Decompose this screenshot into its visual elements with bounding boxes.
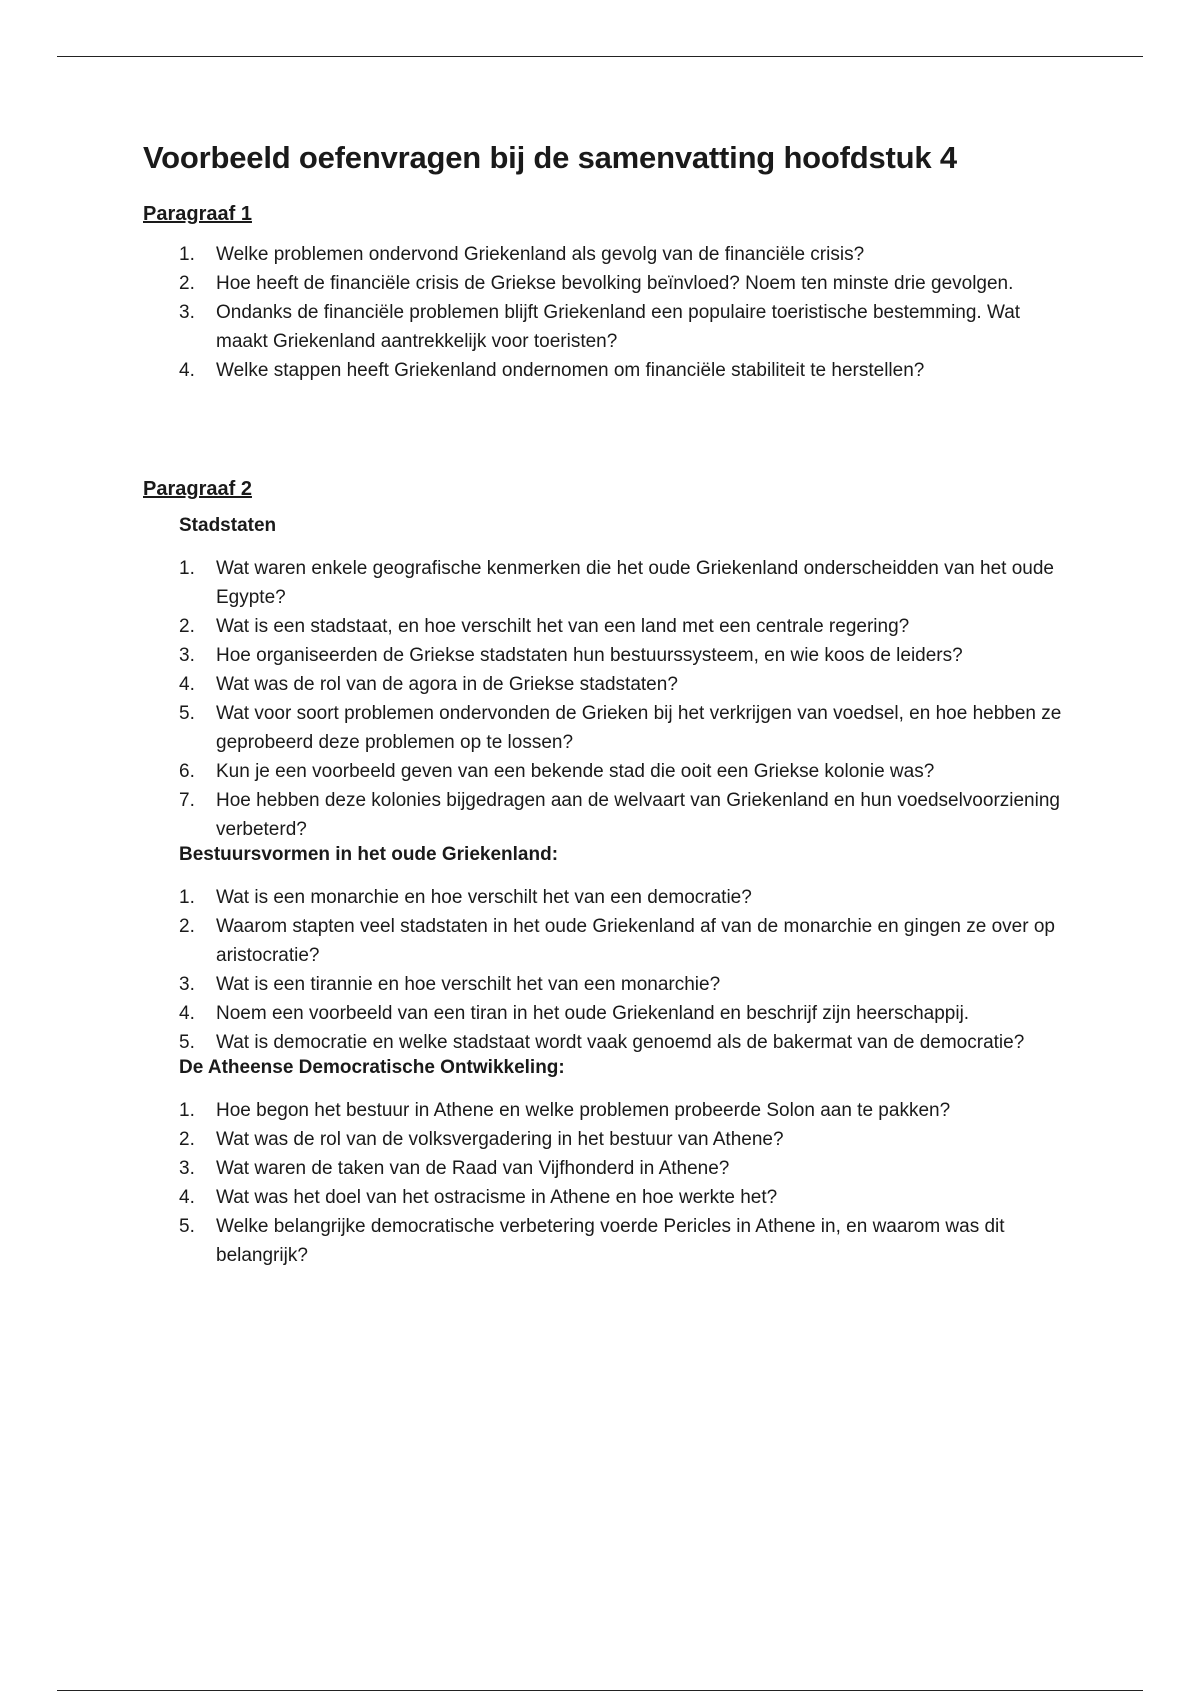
question-number: 2.	[179, 1129, 195, 1150]
question-text: Welke stappen heeft Griekenland ondernomen om financiële stabiliteit te herstellen?	[216, 360, 925, 381]
list-item	[143, 786, 1063, 844]
question-text: Wat was de rol van de agora in de Griekse stadstaten?	[216, 674, 678, 695]
question-text: Hoe hebben deze kolonies bijgedragen aan de welvaart van Griekenland en hun voedselvoorziening verbeterd?	[216, 790, 1060, 840]
question-number: 2.	[179, 616, 195, 637]
document-body	[143, 140, 1063, 1270]
question-number: 2.	[179, 273, 195, 294]
question-text: Wat waren enkele geografische kenmerken die het oude Griekenland onderscheidden van het oude Egypte?	[216, 558, 1054, 608]
list-item	[143, 1212, 1063, 1270]
question-text: Wat voor soort problemen ondervonden de Grieken bij het verkrijgen van voedsel, en hoe hebben ze geprobeerd deze problemen op te lossen?	[216, 703, 1062, 753]
list-item	[143, 970, 1063, 999]
question-number: 1.	[179, 244, 195, 265]
question-text: Wat was het doel van het ostracisme in Athene en hoe werkte het?	[216, 1187, 778, 1208]
list-item	[143, 298, 1063, 356]
list-item	[143, 999, 1063, 1028]
question-text: Wat waren de taken van de Raad van Vijfhonderd in Athene?	[216, 1158, 730, 1179]
question-text: Noem een voorbeeld van een tiran in het oude Griekenland en beschrijf zijn heerschappij.	[216, 1003, 970, 1024]
question-number: 7.	[179, 790, 195, 811]
list-item	[143, 356, 1063, 385]
list-item	[143, 1028, 1063, 1057]
question-number: 1.	[179, 1100, 195, 1121]
question-number: 5.	[179, 703, 195, 724]
list-item	[143, 912, 1063, 970]
question-text: Wat is een tirannie en hoe verschilt het van een monarchie?	[216, 974, 721, 995]
question-number: 5.	[179, 1032, 195, 1053]
bestuursvormen-question-list	[143, 883, 1063, 1057]
list-item	[143, 883, 1063, 912]
question-number: 3.	[179, 645, 195, 666]
question-text: Welke belangrijke democratische verbetering voerde Pericles in Athene in, en waarom was dit belangrijk?	[216, 1216, 1005, 1266]
question-text: Hoe begon het bestuur in Athene en welke problemen probeerde Solon aan te pakken?	[216, 1100, 951, 1121]
list-item	[143, 1183, 1063, 1212]
paragraaf-2-heading: Paragraaf 2	[143, 478, 252, 500]
question-number: 3.	[179, 1158, 195, 1179]
list-item	[143, 554, 1063, 612]
paragraaf-1-question-list	[143, 240, 1063, 385]
document-title: Voorbeeld oefenvragen bij de samenvatting hoofdstuk 4	[143, 140, 957, 175]
question-text: Hoe organiseerden de Griekse stadstaten hun bestuurssysteem, en wie koos de leiders?	[216, 645, 963, 666]
question-text: Wat is een stadstaat, en hoe verschilt het van een land met een centrale regering?	[216, 616, 910, 637]
question-text: Ondanks de financiële problemen blijft Griekenland een populaire toeristische bestemming. Wat maakt Griekenland aantrekkelijk voor toeristen?	[216, 302, 1021, 352]
list-item	[143, 240, 1063, 269]
question-number: 3.	[179, 974, 195, 995]
question-text: Kun je een voorbeeld geven van een bekende stad die ooit een Griekse kolonie was?	[216, 761, 935, 782]
bottom-horizontal-rule	[57, 1690, 1143, 1691]
paragraaf-1-heading: Paragraaf 1	[143, 203, 252, 225]
question-number: 4.	[179, 1003, 195, 1024]
question-number: 1.	[179, 887, 195, 908]
list-item	[143, 670, 1063, 699]
question-number: 2.	[179, 916, 195, 937]
question-number: 4.	[179, 1187, 195, 1208]
stadstaten-question-list	[143, 554, 1063, 844]
question-number: 3.	[179, 302, 195, 323]
question-text: Wat is een monarchie en hoe verschilt het van een democratie?	[216, 887, 752, 908]
question-text: Welke problemen ondervond Griekenland als gevolg van de financiële crisis?	[216, 244, 865, 265]
top-horizontal-rule	[57, 56, 1143, 57]
list-item	[143, 757, 1063, 786]
list-item	[143, 1154, 1063, 1183]
question-text: Wat was de rol van de volksvergadering in het bestuur van Athene?	[216, 1129, 784, 1150]
section-heading-atheense-democratie: De Atheense Democratische Ontwikkeling:	[179, 1057, 565, 1078]
section-heading-stadstaten: Stadstaten	[179, 515, 277, 536]
atheense-democratie-question-list	[143, 1096, 1063, 1270]
question-text: Hoe heeft de financiële crisis de Griekse bevolking beïnvloed? Noem ten minste drie gevolgen.	[216, 273, 1014, 294]
list-item	[143, 1125, 1063, 1154]
question-text: Waarom stapten veel stadstaten in het oude Griekenland af van de monarchie en gingen ze over op aristocratie?	[216, 916, 1055, 966]
question-number: 1.	[179, 558, 195, 579]
list-item	[143, 612, 1063, 641]
question-text: Wat is democratie en welke stadstaat wordt vaak genoemd als de bakermat van de democratie?	[216, 1032, 1025, 1053]
section-heading-bestuursvormen: Bestuursvormen in het oude Griekenland:	[179, 844, 559, 865]
question-number: 4.	[179, 674, 195, 695]
list-item	[143, 641, 1063, 670]
question-number: 4.	[179, 360, 195, 381]
list-item	[143, 1096, 1063, 1125]
list-item	[143, 699, 1063, 757]
question-number: 6.	[179, 761, 195, 782]
question-number: 5.	[179, 1216, 195, 1237]
list-item	[143, 269, 1063, 298]
